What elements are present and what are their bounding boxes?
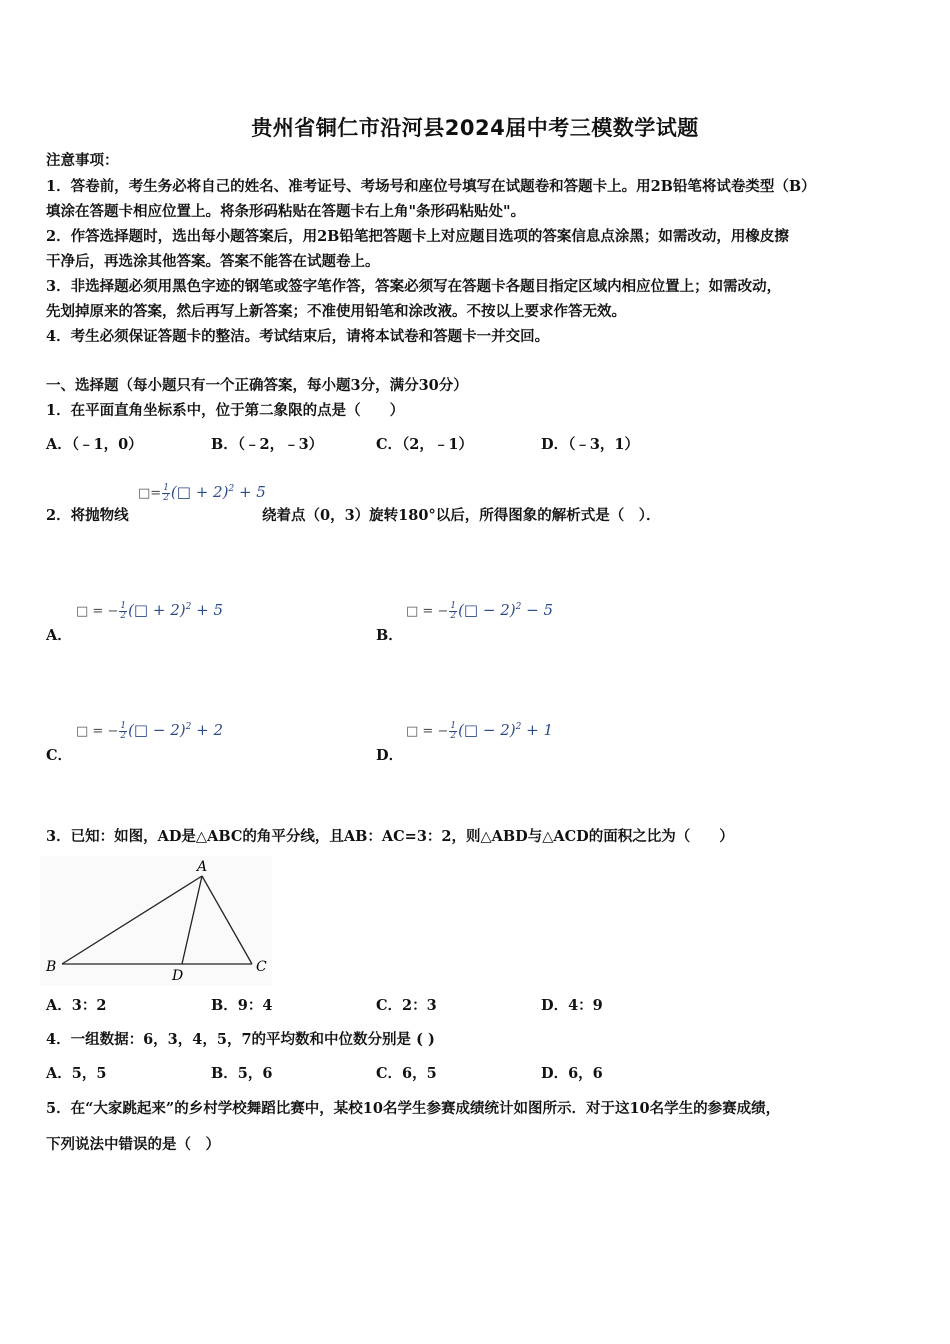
q2-option-a-formula: [76, 597, 223, 622]
notice-line: 先划掉原来的答案，然后再写上新答案；不准使用铅笔和涂改液。不按以上要求作答无效。: [46, 303, 626, 320]
notice-line: 4．考生必须保证答题卡的整洁。考试结束后，请将本试卷和答题卡一并交回。: [46, 328, 550, 345]
formula-tail: + 1: [521, 721, 553, 739]
formula-exponent: 2: [185, 722, 192, 732]
q3-option-d: D．4：9: [541, 997, 603, 1014]
formula-tail: + 2: [191, 721, 223, 739]
q3-stem: 3．已知：如图，AD是△ABC的角平分线，且AB：AC=3：2，则△ABD与△ACD的面积之比为（ ）: [46, 828, 734, 845]
vertex-label-a: A: [197, 859, 208, 875]
formula-body: (□ + 2): [128, 601, 186, 619]
q2-option-a-label: A．: [46, 627, 72, 644]
q2-option-b-label: B．: [376, 627, 403, 644]
formula-fraction: [162, 484, 170, 503]
formula-body: (□ − 2): [128, 721, 186, 739]
formula-body: (□ − 2): [458, 601, 516, 619]
formula-exponent: 2: [185, 602, 192, 612]
notice-line: 干净后，再选涂其他答案。答案不能答在试题卷上。: [46, 253, 380, 270]
formula-tail: − 5: [521, 601, 553, 619]
q1-option-d: D．（﹣3，1）: [541, 436, 640, 453]
fraction-denominator: 2: [450, 730, 457, 741]
fraction-denominator: 2: [450, 610, 457, 621]
vertex-label-d: D: [172, 968, 184, 984]
q2-option-d-label: D．: [376, 747, 404, 764]
section-heading: 一、选择题（每小题只有一个正确答案，每小题3分，满分30分）: [46, 377, 468, 394]
formula-lhs: □ = −: [406, 724, 449, 739]
formula-exponent: 2: [228, 484, 235, 494]
formula-fraction: [119, 722, 127, 741]
q1-option-a: A．（﹣1，0）: [46, 436, 143, 453]
fraction-numerator: 1: [120, 720, 127, 731]
page-title: 贵州省铜仁市沿河县2024届中考三模数学试题: [251, 116, 699, 140]
formula-lhs: □ = −: [76, 724, 119, 739]
q2-option-d-formula: [406, 717, 553, 742]
formula-lhs: □=: [138, 486, 162, 501]
q2-option-c-formula: [76, 717, 223, 742]
q2-parabola-formula: [138, 479, 266, 504]
fraction-numerator: 1: [163, 482, 169, 493]
fraction-denominator: 2: [163, 492, 169, 503]
q2-stem-post: 绕着点（0，3）旋转180°以后，所得图象的解析式是（ ）．: [262, 507, 661, 524]
q1-stem: 1．在平面直角坐标系中，位于第二象限的点是（ ）: [46, 402, 405, 419]
formula-lhs: □ = −: [76, 604, 119, 619]
fraction-numerator: 1: [450, 600, 457, 611]
q3-option-b: B．9：4: [211, 997, 273, 1014]
fraction-denominator: 2: [120, 610, 127, 621]
fraction-denominator: 2: [120, 730, 127, 741]
formula-exponent: 2: [515, 722, 522, 732]
formula-tail: + 5: [234, 483, 266, 501]
q3-option-a: A．3：2: [46, 997, 107, 1014]
q4-stem: 4．一组数据：6，3，4，5，7的平均数和中位数分别是 ( ): [46, 1031, 435, 1048]
formula-tail: + 5: [191, 601, 223, 619]
notice-line: 3．非选择题必须用黑色字迹的钢笔或签字笔作答，答案必须写在答题卡各题目指定区域内相应位置上；如需改动，: [46, 278, 782, 295]
notice-line: 1．答卷前，考生务必将自己的姓名、准考证号、考场号和座位号填写在试题卷和答题卡上。用2B铅笔将试卷类型（B）: [46, 178, 816, 195]
q3-option-c: C．2：3: [376, 997, 437, 1014]
notice-line: 填涂在答题卡相应位置上。将条形码粘贴在答题卡右上角"条形码粘贴处"。: [46, 203, 526, 220]
notice-heading: 注意事项：: [46, 152, 119, 169]
formula-body: (□ − 2): [458, 721, 516, 739]
q1-option-b: B．（﹣2，﹣3）: [211, 436, 324, 453]
q5-stem-line2: 下列说法中错误的是（ ）: [46, 1136, 220, 1153]
notice-line: 2．作答选择题时，选出每小题答案后，用2B铅笔把答题卡上对应题目选项的答案信息点涂黑；如需改动，用橡皮擦: [46, 228, 789, 245]
triangle-figure: [40, 856, 272, 986]
figure-background: [40, 856, 272, 986]
formula-fraction: [449, 602, 457, 621]
q2-option-b-formula: [406, 597, 553, 622]
q2-option-c-label: C．: [46, 747, 73, 764]
q5-stem-line1: 5．在“大家跳起来”的乡村学校舞蹈比赛中，某校10名学生参赛成绩统计如图所示．对于这10名学生的参赛成绩，: [46, 1100, 781, 1117]
fraction-numerator: 1: [120, 600, 127, 611]
formula-lhs: □ = −: [406, 604, 449, 619]
q2-stem-pre: 2．将抛物线: [46, 507, 129, 524]
formula-fraction: [449, 722, 457, 741]
vertex-label-c: C: [256, 959, 267, 975]
q1-option-c: C．（2，﹣1）: [376, 436, 473, 453]
formula-fraction: [119, 602, 127, 621]
fraction-numerator: 1: [450, 720, 457, 731]
q4-option-c: C．6，5: [376, 1065, 437, 1082]
vertex-label-b: B: [46, 959, 57, 975]
q4-option-a: A．5，5: [46, 1065, 107, 1082]
q4-option-b: B．5，6: [211, 1065, 273, 1082]
q4-option-d: D．6，6: [541, 1065, 603, 1082]
formula-body: (□ + 2): [170, 483, 229, 501]
formula-exponent: 2: [515, 602, 522, 612]
